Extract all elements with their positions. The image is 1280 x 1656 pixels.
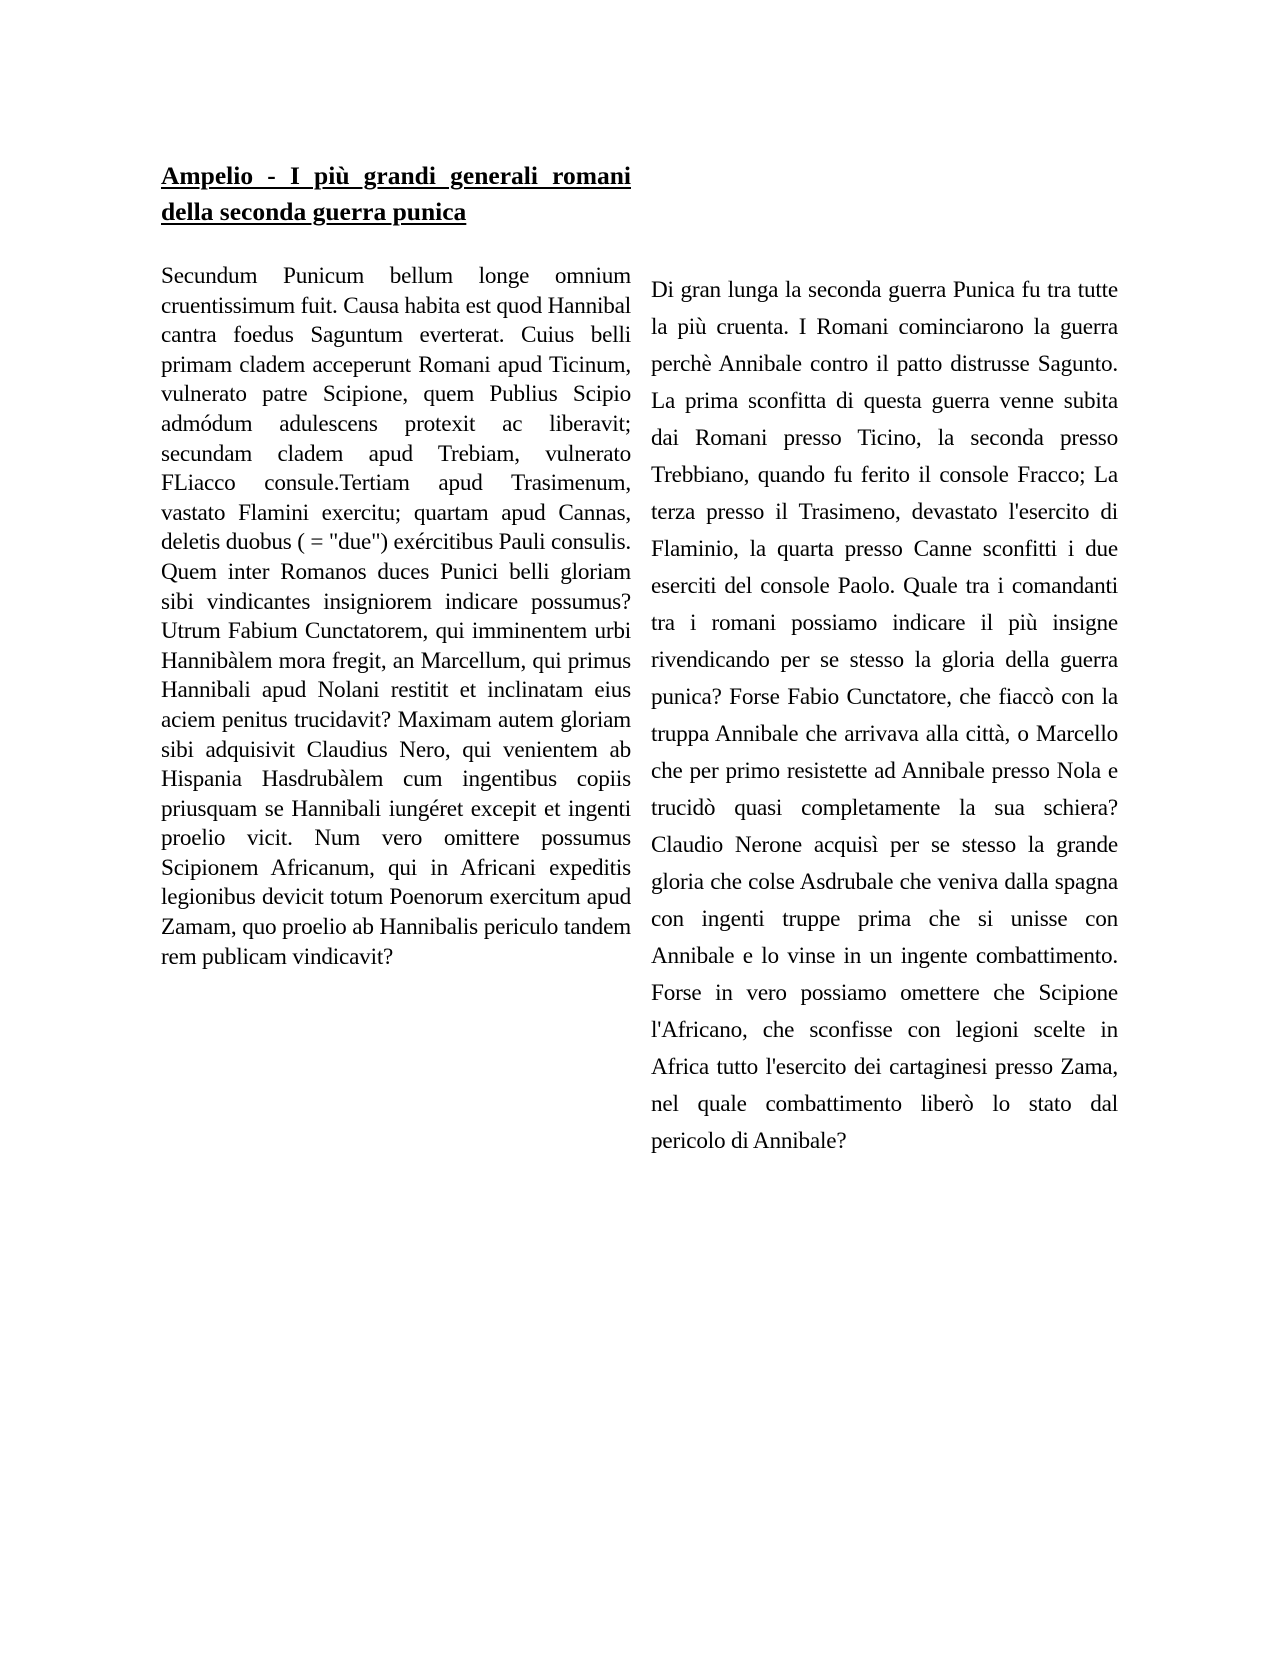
italian-translation-column: Di gran lunga la seconda guerra Punica fu tra tutte la più cruenta. I Romani cominciarono la guerra perchè Annibale contro il patto distrusse Sagunto. La prima sconfitta di questa guerra venne subita dai Romani presso Ticino, la seconda presso Trebbiano, quando fu ferito il console Fracco; La terza presso il Trasimeno, devastato l'esercito di Flaminio, la quarta presso Canne sconfitti i due eserciti del console Paolo. Quale tra i comandanti tra i romani possiamo indicare il più insigne rivendicando per se stesso la gloria della guerra punica? Forse Fabio Cunctatore, che fiaccò con la truppa Annibale che arrivava alla città, o Marcello che per primo resistette ad Annibale presso Nola e trucidò quasi completamente la sua schiera? Claudio Nerone acquisì per se stesso la grande gloria che colse Asdrubale che veniva dalla spagna con ingenti truppe prima che si unisse con Annibale e lo vinse in un ingente combattimento. Forse in vero possiamo omettere che Scipione l'Africano, che sconfisse con legioni scelte in Africa tutto l'esercito dei cartaginesi presso Zama, nel quale combattimento liberò lo stato dal pericolo di Annibale?: [651, 277, 1118, 1154]
latin-text-column: Secundum Punicum bellum longe omnium cruentissimum fuit. Causa habita est quod Hannibal cantra foedus Saguntum everterat. Cuius belli primam cladem acceperunt Romani apud Ticinum, vulnerato patre Scipione, quem Publius Scipio admódum adulescens protexit ac liberavit; secundam cladem apud Trebiam, vulnerato FLiacco consule.Tertiam apud Trasimenum, vastato Flamini exercitu; quartam apud Cannas, deletis duobus ( = "due") exércitibus Pauli consulis. Quem inter Romanos duces Punici belli gloriam sibi vindicantes insigniorem indicare possumus? Utrum Fabium Cunctatorem, qui imminentem urbi Hannibàlem mora fregit, an Marcellum, qui primus Hannibali apud Nolani restitit et inclinatam eius aciem penitus trucidavit? Maximam autem gloriam sibi adquisivit Claudius Nero, qui venientem ab Hispania Hasdrubàlem cum ingentibus copiis priusquam se Hannibali iungéret excepit et ingenti proelio vicit. Num vero omittere possumus Scipionem Africanum, qui in Africani expeditis legionibus devicit totum Poenorum exercitum apud Zamam, quo proelio ab Hannibalis periculo tandem rem publicam vindicavit?: [161, 263, 631, 970]
document-title: Ampelio - I più grandi generali romani della seconda guerra punica: [161, 161, 631, 226]
